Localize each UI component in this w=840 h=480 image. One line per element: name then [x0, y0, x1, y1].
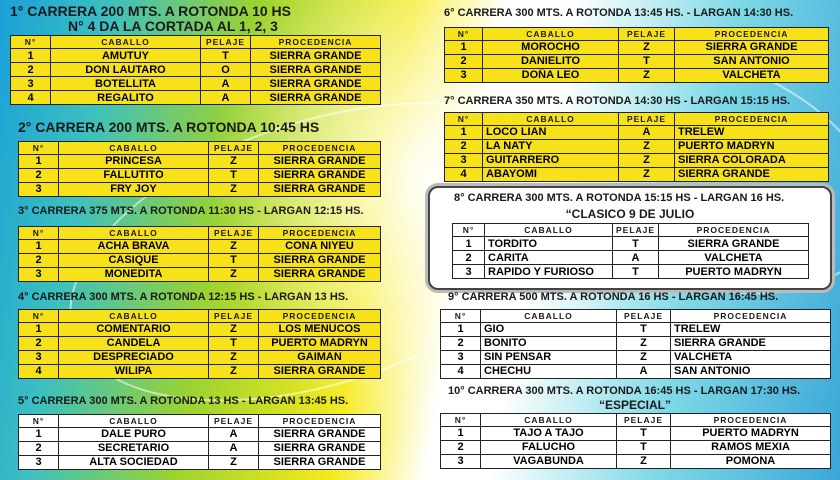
column-header: PROCEDENCIA [675, 112, 829, 125]
race-7 [444, 96, 828, 182]
cell-pelaje: A [201, 77, 251, 91]
cell-caballo: MONEDITA [59, 267, 209, 281]
table-row [11, 49, 381, 63]
race-title: 1° CARRERA 200 MTS. A ROTONDA 10 HS [10, 3, 291, 19]
cell-pelaje: T [201, 49, 251, 63]
cell-pelaje: T [209, 336, 259, 350]
table-row [19, 239, 381, 253]
cell-caballo: ACHA BRAVA [59, 239, 209, 253]
column-header: CABALLO [59, 414, 209, 427]
cell-pelaje: Z [209, 364, 259, 378]
race-table [444, 112, 829, 182]
cell-caballo: ABAYOMI [483, 167, 619, 181]
table-row [441, 454, 831, 468]
cell-caballo: SIN PENSAR [481, 350, 617, 364]
race-9 [440, 292, 830, 379]
table-row [11, 77, 381, 91]
cell-procedencia: SIERRA GRANDE [259, 267, 381, 281]
header-caballo: CABALLO [51, 36, 201, 49]
cell-procedencia: SIERRA GRANDE [251, 91, 381, 105]
cell-caballo: DOÑA LEO [483, 68, 619, 82]
column-header: PROCEDENCIA [259, 414, 381, 427]
race-table [18, 414, 381, 470]
table-row [19, 336, 381, 350]
cell-num: 2 [19, 336, 59, 350]
column-header: CABALLO [59, 309, 209, 322]
cell-pelaje: O [201, 63, 251, 77]
table-row [445, 167, 829, 181]
table-row [19, 182, 381, 196]
race-title: 3° CARRERA 375 MTS. A ROTONDA 11:30 HS - LARGAN 12:15 HS. [18, 205, 364, 217]
cell-caballo: PRINCESA [59, 154, 209, 168]
cell-num: 4 [11, 91, 51, 105]
table-row [11, 91, 381, 105]
column-header: CABALLO [483, 27, 619, 40]
cell-procedencia: SIERRA GRANDE [251, 63, 381, 77]
cell-num: 2 [445, 54, 483, 68]
cell-num: 1 [441, 322, 481, 336]
cell-procedencia: RAMOS MEXIA [671, 440, 831, 454]
cell-pelaje: Z [617, 454, 671, 468]
cell-num: 2 [453, 251, 485, 265]
table-row [441, 350, 831, 364]
cell-procedencia: SIERRA GRANDE [251, 77, 381, 91]
cell-pelaje: T [619, 54, 675, 68]
cell-num: 2 [445, 139, 483, 153]
cell-caballo: DON LAUTARO [51, 63, 201, 77]
cell-pelaje: A [209, 441, 259, 455]
cell-caballo: VAGABUNDA [481, 454, 617, 468]
cell-num: 3 [441, 454, 481, 468]
table-row [445, 125, 829, 139]
cell-num: 2 [19, 441, 59, 455]
cell-procedencia: SIERRA GRANDE [259, 455, 381, 469]
cell-procedencia: VALCHETA [675, 68, 829, 82]
cell-procedencia: SIERRA GRANDE [659, 237, 809, 251]
cell-pelaje: T [613, 265, 659, 279]
cell-procedencia: SIERRA GRANDE [259, 182, 381, 196]
race-title: 10° CARRERA 300 MTS. A ROTONDA 16:45 HS - LARGAN 17:30 HS. [448, 385, 801, 397]
column-header: PELAJE [209, 414, 259, 427]
race-subtitle: “ESPECIAL” [598, 397, 671, 412]
cell-procedencia: TRELEW [671, 322, 831, 336]
table-row [445, 40, 829, 54]
table-row [445, 54, 829, 68]
clasico-box [428, 186, 832, 290]
header-pelaje: PELAJE [201, 36, 251, 49]
cell-num: 3 [19, 455, 59, 469]
race-title: 4° CARRERA 300 MTS. A ROTONDA 12:15 HS - LARGAN 13 HS. [18, 291, 349, 303]
cell-pelaje: T [617, 440, 671, 454]
table-row [19, 267, 381, 281]
cell-pelaje: Z [619, 68, 675, 82]
race-title: 6° CARRERA 300 MTS. A ROTONDA 13:45 HS. - LARGAN 14:30 HS. [444, 7, 794, 19]
cell-pelaje: Z [619, 167, 675, 181]
cell-num: 3 [19, 182, 59, 196]
cell-procedencia: SIERRA GRANDE [259, 253, 381, 267]
cell-pelaje: Z [209, 455, 259, 469]
table-row [453, 237, 809, 251]
race-table [440, 413, 831, 469]
cell-pelaje: Z [619, 40, 675, 54]
cell-procedencia: VALCHETA [659, 251, 809, 265]
table-row [445, 153, 829, 167]
cell-num: 1 [19, 322, 59, 336]
table-row [19, 168, 381, 182]
cell-pelaje: A [201, 91, 251, 105]
table-row [453, 251, 809, 265]
race-table [18, 226, 381, 282]
cell-num: 2 [19, 168, 59, 182]
race-table [444, 27, 829, 83]
cell-caballo: FALLUTITO [59, 168, 209, 182]
cell-num: 1 [19, 239, 59, 253]
cell-procedencia: VALCHETA [671, 350, 831, 364]
cell-num: 1 [19, 154, 59, 168]
race-1 [10, 4, 380, 105]
table-row [19, 322, 381, 336]
table-row [445, 139, 829, 153]
column-header: CABALLO [483, 112, 619, 125]
cell-num: 2 [19, 253, 59, 267]
cell-num: 3 [445, 68, 483, 82]
column-header: PROCEDENCIA [259, 309, 381, 322]
cell-pelaje: Z [209, 154, 259, 168]
cell-procedencia: GAIMAN [259, 350, 381, 364]
table-row [19, 253, 381, 267]
cell-caballo: CHECHU [481, 364, 617, 378]
table-row [445, 68, 829, 82]
cell-pelaje: Z [617, 350, 671, 364]
column-header: PELAJE [209, 141, 259, 154]
cell-caballo: CANDELA [59, 336, 209, 350]
cell-pelaje: T [209, 253, 259, 267]
cell-pelaje: A [619, 125, 675, 139]
column-header: CABALLO [485, 224, 613, 237]
column-header: PROCEDENCIA [671, 309, 831, 322]
header-procedencia: PROCEDENCIA [251, 36, 381, 49]
cell-pelaje: Z [617, 336, 671, 350]
cell-num: 1 [441, 426, 481, 440]
cell-pelaje: T [617, 426, 671, 440]
column-header: N° [19, 226, 59, 239]
cell-procedencia: SIERRA GRANDE [259, 441, 381, 455]
cell-caballo: SECRETARIO [59, 441, 209, 455]
race-title: 8° CARRERA 300 MTS. A ROTONDA 15:15 HS - LARGAN 16 HS. [454, 192, 785, 204]
cell-num: 1 [19, 427, 59, 441]
cell-procedencia: SIERRA GRANDE [259, 168, 381, 182]
race-title: 7° CARRERA 350 MTS. A ROTONDA 14:30 HS - LARGAN 15:15 HS. [444, 95, 791, 107]
column-header: PROCEDENCIA [259, 226, 381, 239]
race-title: 5° CARRERA 300 MTS. A ROTONDA 13 HS - LARGAN 13:45 HS. [18, 395, 349, 407]
cell-procedencia: SAN ANTONIO [671, 364, 831, 378]
cell-procedencia: SIERRA GRANDE [675, 40, 829, 54]
cell-caballo: LOCO LIAN [483, 125, 619, 139]
table-row [11, 63, 381, 77]
column-header: N° [19, 414, 59, 427]
cell-pelaje: Z [209, 267, 259, 281]
column-header: PELAJE [617, 309, 671, 322]
column-header: PELAJE [209, 226, 259, 239]
cell-procedencia: CONA NIYEU [259, 239, 381, 253]
cell-caballo: BONITO [481, 336, 617, 350]
cell-caballo: DESPRECIADO [59, 350, 209, 364]
cell-num: 3 [441, 350, 481, 364]
cell-num: 4 [441, 364, 481, 378]
cell-num: 3 [11, 77, 51, 91]
cell-procedencia: PUERTO MADRYN [671, 426, 831, 440]
table-row [19, 427, 381, 441]
cell-pelaje: A [613, 251, 659, 265]
cell-caballo: FRY JOY [59, 182, 209, 196]
cell-num: 3 [453, 265, 485, 279]
cell-caballo: CARITA [485, 251, 613, 265]
cell-num: 1 [445, 125, 483, 139]
column-header: CABALLO [481, 309, 617, 322]
cell-pelaje: A [617, 364, 671, 378]
table-row [19, 441, 381, 455]
cell-pelaje: T [613, 237, 659, 251]
cell-pelaje: A [209, 427, 259, 441]
table-row [19, 154, 381, 168]
column-header: PELAJE [617, 413, 671, 426]
table-row [441, 440, 831, 454]
cell-pelaje: Z [209, 182, 259, 196]
cell-caballo: WILIPA [59, 364, 209, 378]
column-header: N° [445, 27, 483, 40]
cell-num: 3 [445, 153, 483, 167]
cell-caballo: CASIQUE [59, 253, 209, 267]
race-4 [18, 292, 380, 379]
cell-caballo: RAPIDO Y FURIOSO [485, 265, 613, 279]
cell-pelaje: Z [209, 239, 259, 253]
cell-procedencia: SIERRA GRANDE [259, 364, 381, 378]
cell-caballo: ALTA SOCIEDAD [59, 455, 209, 469]
column-header: CABALLO [481, 413, 617, 426]
cell-procedencia: SIERRA GRANDE [675, 167, 829, 181]
race-subtitle: “CLASICO 9 DE JULIO [565, 207, 695, 221]
cell-num: 2 [441, 336, 481, 350]
cell-num: 1 [11, 49, 51, 63]
table-row [441, 322, 831, 336]
column-header: PROCEDENCIA [259, 141, 381, 154]
cell-procedencia: SIERRA COLORADA [675, 153, 829, 167]
cell-num: 3 [19, 350, 59, 364]
table-row [19, 350, 381, 364]
table-row [453, 265, 809, 279]
race-3 [18, 206, 380, 282]
column-header: PROCEDENCIA [671, 413, 831, 426]
cell-caballo: TAJO A TAJO [481, 426, 617, 440]
cell-caballo: FALUCHO [481, 440, 617, 454]
cell-caballo: COMENTARIO [59, 322, 209, 336]
cell-pelaje: T [617, 322, 671, 336]
column-header: N° [453, 224, 485, 237]
race-10 [440, 386, 830, 469]
column-header: N° [441, 309, 481, 322]
cell-procedencia: PUERTO MADRYN [259, 336, 381, 350]
column-header: CABALLO [59, 226, 209, 239]
race-title: 2° CARRERA 200 MTS. A ROTONDA 10:45 HS [18, 119, 320, 135]
column-header: PELAJE [619, 27, 675, 40]
column-header: PROCEDENCIA [675, 27, 829, 40]
race-title: 9° CARRERA 500 MTS. A ROTONDA 16 HS - LARGAN 16:45 HS. [448, 291, 779, 303]
cell-caballo: TORDITO [485, 237, 613, 251]
cell-num: 4 [445, 167, 483, 181]
cell-caballo: BOTELLITA [51, 77, 201, 91]
column-header: N° [19, 309, 59, 322]
race-table [18, 141, 381, 197]
table-row [19, 364, 381, 378]
cell-procedencia: PUERTO MADRYN [675, 139, 829, 153]
column-header: PELAJE [209, 309, 259, 322]
race-table [452, 223, 809, 279]
cell-pelaje: Z [209, 322, 259, 336]
cell-procedencia: POMONA [671, 454, 831, 468]
cell-pelaje: Z [619, 139, 675, 153]
column-header: N° [445, 112, 483, 125]
race-table [10, 35, 381, 105]
cell-num: 2 [441, 440, 481, 454]
cell-procedencia: SIERRA GRANDE [259, 154, 381, 168]
header-num: N° [11, 36, 51, 49]
cell-num: 4 [19, 364, 59, 378]
column-header: PELAJE [613, 224, 659, 237]
column-header: N° [441, 413, 481, 426]
cell-pelaje: Z [209, 350, 259, 364]
column-header: CABALLO [59, 141, 209, 154]
race-6 [444, 8, 828, 83]
cell-num: 1 [445, 40, 483, 54]
cell-procedencia: TRELEW [675, 125, 829, 139]
table-row [19, 455, 381, 469]
cell-caballo: DANIELITO [483, 54, 619, 68]
cell-pelaje: T [209, 168, 259, 182]
cell-procedencia: SAN ANTONIO [675, 54, 829, 68]
cell-procedencia: LOS MENUCOS [259, 322, 381, 336]
table-row [441, 336, 831, 350]
race-subtitle: N° 4 DA LA CORTADA AL 1, 2, 3 [68, 17, 278, 34]
cell-procedencia: SIERRA GRANDE [251, 49, 381, 63]
cell-procedencia: SIERRA GRANDE [259, 427, 381, 441]
cell-caballo: GIO [481, 322, 617, 336]
race-table [18, 309, 381, 379]
cell-procedencia: PUERTO MADRYN [659, 265, 809, 279]
column-header: PELAJE [619, 112, 675, 125]
cell-caballo: REGALITO [51, 91, 201, 105]
cell-num: 2 [11, 63, 51, 77]
cell-caballo: MOROCHO [483, 40, 619, 54]
table-row [441, 426, 831, 440]
race-2 [18, 120, 380, 197]
cell-caballo: LA NATY [483, 139, 619, 153]
table-row [441, 364, 831, 378]
cell-num: 1 [453, 237, 485, 251]
column-header: PROCEDENCIA [659, 224, 809, 237]
cell-caballo: GUITARRERO [483, 153, 619, 167]
cell-procedencia: SIERRA GRANDE [671, 336, 831, 350]
cell-caballo: AMUTUY [51, 49, 201, 63]
race-table [440, 309, 831, 379]
cell-num: 3 [19, 267, 59, 281]
column-header: N° [19, 141, 59, 154]
race-5 [18, 396, 380, 470]
cell-pelaje: Z [619, 153, 675, 167]
cell-caballo: DALE PURO [59, 427, 209, 441]
